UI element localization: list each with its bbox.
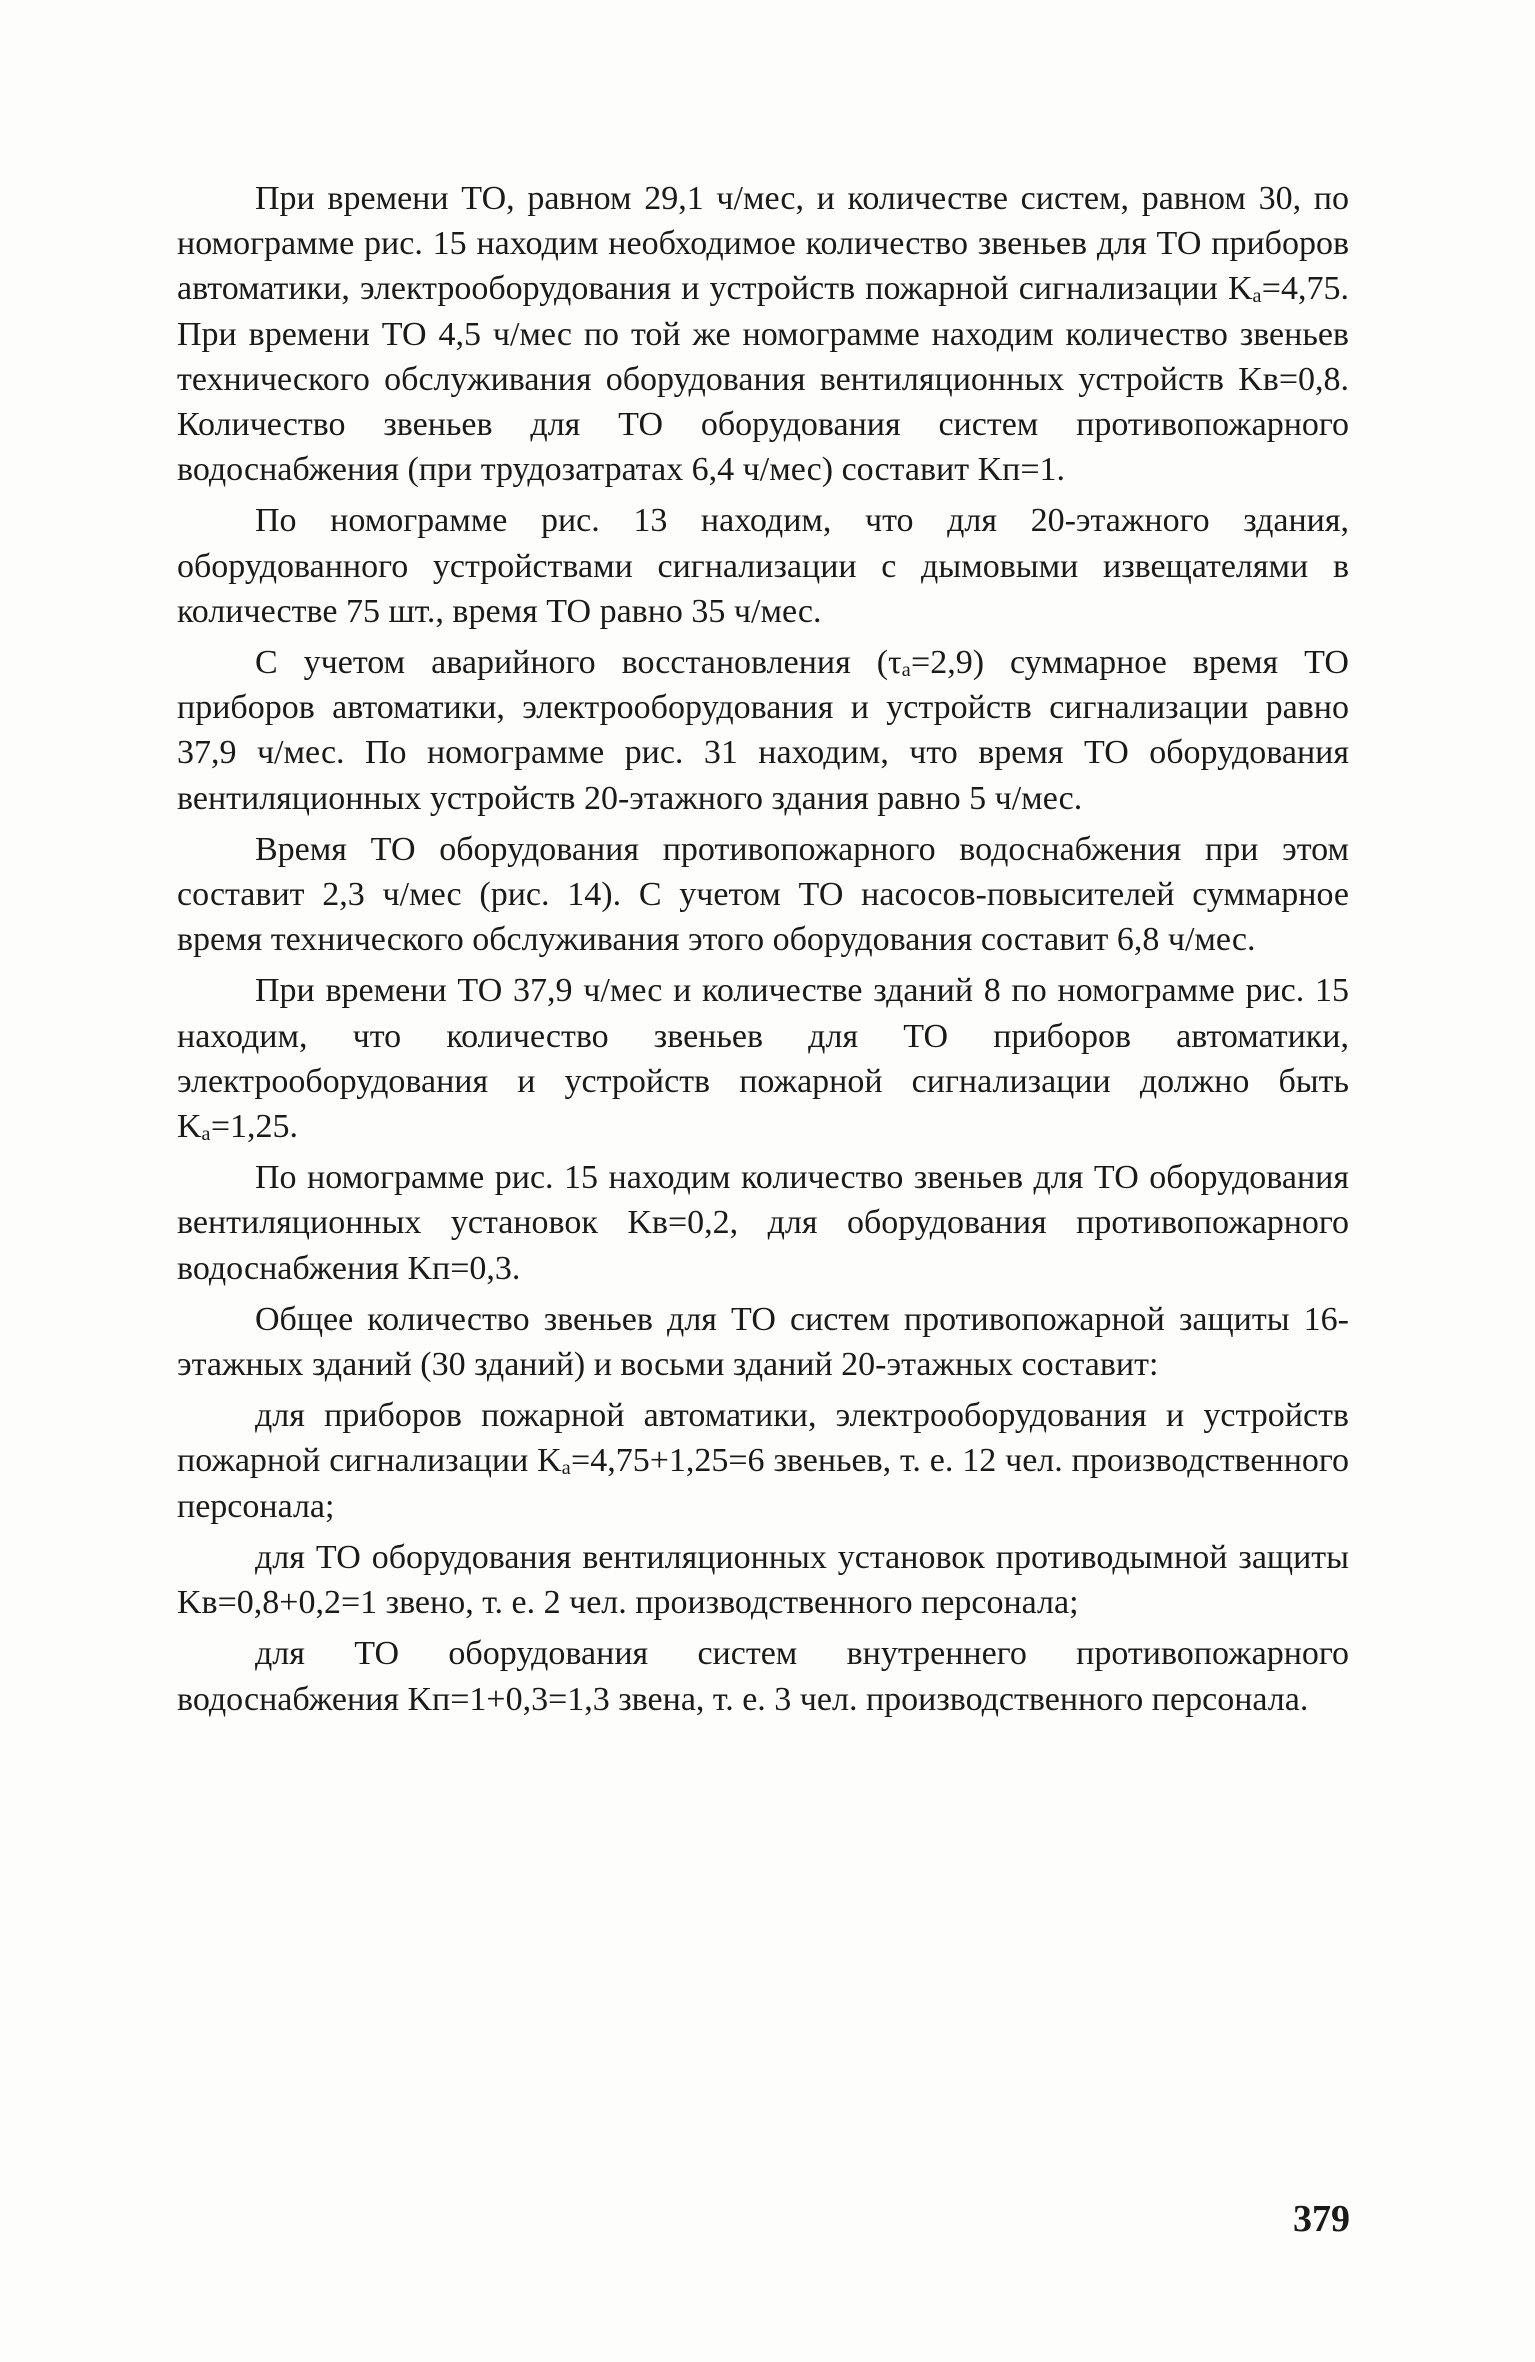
paragraph: По номограмме рис. 13 находим, что для 20-этажного здания, оборудованного устройствами сигнализации с дымовыми извещателями в количестве 75 шт., время ТО равно 35 ч/мес. <box>177 502 1349 630</box>
paragraph: По номограмме рис. 15 находим количество звеньев для ТО оборудования вентиляционных установок Kв=0,2, для оборудования противопожарного водоснабжения Kп=0,3. <box>177 1159 1349 1287</box>
page-number: 379 <box>1293 2198 1350 2240</box>
paragraph: Время ТО оборудования противопожарного водоснабжения при этом составит 2,3 ч/мес (рис. 14). С учетом ТО насосов-повысителей суммарное время технического обслуживания этого оборудования составит 6,8 ч/мес. <box>177 830 1349 959</box>
paragraph: Общее количество звеньев для ТО систем противопожарной защиты 16-этажных зданий (30 зданий) и восьми зданий 20-этажных составит: <box>177 1300 1349 1384</box>
body-text <box>177 176 1349 1728</box>
paragraph: При времени ТО, равном 29,1 ч/мес, и количестве систем, равном 30, по номограмме рис. 15 находим необходимое количество звеньев для ТО приборов автоматики, электрооборудования и устройств пожарной сигнализации Kₐ=4,75. При времени ТО 4,5 ч/мес по той же номограмме находим количество звеньев технического обслуживания оборудования вентиляционных устройств Kв=0,8. Количество звеньев для ТО оборудования систем противопожарного водоснабжения (при трудозатратах 6,4 ч/мес) составит Kп=1. <box>177 180 1349 489</box>
paragraph: для ТО оборудования вентиляционных установок противодымной защиты Kв=0,8+0,2=1 звено, т. е. 2 чел. производственного персонала; <box>177 1538 1349 1622</box>
paragraph: для приборов пожарной автоматики, электрооборудования и устройств пожарной сигнализации Kₐ=4,75+1,25=6 звеньев, т. е. 12 чел. производственного персонала; <box>177 1397 1349 1525</box>
paragraph: для ТО оборудования систем внутреннего противопожарного водоснабжения Kп=1+0,3=1,3 звена, т. е. 3 чел. производственного персонала. <box>177 1635 1349 1718</box>
paragraph: С учетом аварийного восстановления (τₐ=2,9) суммарное время ТО приборов автоматики, электрооборудования и устройств сигнализации равно 37,9 ч/мес. По номограмме рис. 31 находим, что время ТО оборудования вентиляционных устройств 20-этажного здания равно 5 ч/мес. <box>177 644 1349 817</box>
paragraph: При времени ТО 37,9 ч/мес и количестве зданий 8 по номограмме рис. 15 находим, что количество звеньев для ТО приборов автоматики, электрооборудования и устройств пожарной сигнализации должно быть Kₐ=1,25. <box>177 972 1349 1146</box>
